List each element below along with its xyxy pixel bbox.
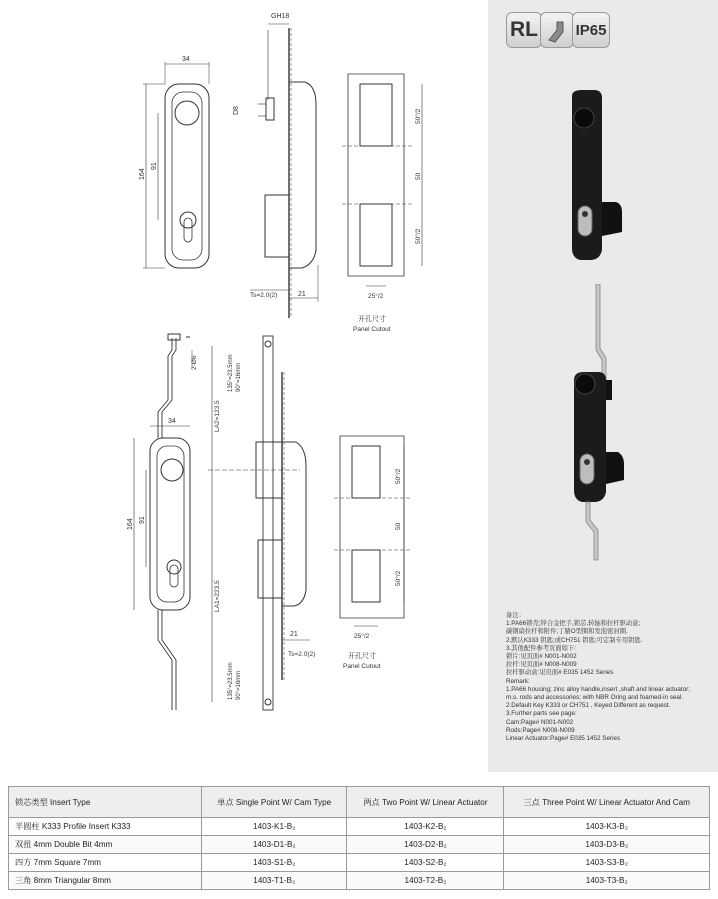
remark-line: 拉杆驱动盒:见页面# E035 1452 Series: [506, 669, 614, 677]
rod-la2-dim: LA2=123.5: [214, 400, 221, 432]
table-cell: 1403-T2-B₂: [347, 872, 504, 890]
side-view-d-dim: D8: [233, 106, 240, 115]
table-cell: 三角 8mm Triangular 8mm: [9, 872, 202, 890]
header-two-point: 两点 Two Point W/ Linear Actuator: [347, 787, 504, 818]
rl-badge-label: RL: [510, 18, 538, 41]
remark-line: 1.PA66锁壳;锌合金把手,锁芯,转轴和拉杆驱动盒;: [506, 620, 641, 628]
table-cell: 1403-S1-B₂: [202, 854, 347, 872]
table-cell: 1403-K3-B₂: [504, 818, 710, 836]
top-view-height-dim: 164: [139, 168, 146, 180]
cutout-bottom-label-cn: 开孔尺寸: [348, 653, 376, 660]
bottom-view-rod-dim: 2-Ø6: [191, 355, 198, 370]
cutout-top-upper-dim: 50°/2: [415, 108, 422, 124]
cutout-top-label-cn: 开孔尺寸: [358, 316, 386, 323]
remark-line: 备注：: [506, 612, 525, 619]
remark-line: 3.其他配件参考页面如下:: [506, 644, 576, 652]
remark-line: m.s. rods and accessories; with NBR Oring and foamed-in seal.: [506, 694, 684, 702]
side-view-gh-dim: GH18: [271, 13, 290, 20]
cutout-top-width-dim: 25°/2: [368, 293, 384, 300]
cutout-top-lower-dim: 50°/2: [415, 228, 422, 244]
remark-line: 1.PA66 housing; zinc alloy handle,insert ,shaft and linear actuator;: [506, 685, 691, 693]
remarks-block: [506, 612, 716, 743]
table-cell: 半圆柱 K333 Profile Insert K333: [9, 818, 202, 836]
table-cell: 1403-K1-B₂: [202, 818, 347, 836]
table-cell: 双扭 4mm Double Bit 4mm: [9, 836, 202, 854]
top-panel-cutout: [342, 74, 422, 286]
header-three-point: 三点 Three Point W/ Linear Actuator And Cam: [504, 787, 710, 818]
model-spec-table: [8, 786, 710, 890]
table-header-row: [9, 787, 710, 818]
table-cell: 1403-T3-B₂: [504, 872, 710, 890]
remark-line: 拉杆:见页面# N008-N009: [506, 661, 577, 669]
bottom-view-width-dim: 34: [168, 418, 176, 425]
cutout-bottom-mid-dim: 50: [395, 522, 402, 530]
rod-ts-dim: Ts=2.0(2): [288, 651, 316, 658]
header-insert-type: 锁芯类型 Insert Type: [9, 787, 202, 818]
table-row: [9, 836, 710, 854]
table-cell: 1403-K2-B₂: [347, 818, 504, 836]
bottom-view-key-dim: 91: [139, 516, 146, 524]
remark-line: 2.默认K333 钥匙;或CH751 钥匙;可定制专用钥匙.: [506, 636, 643, 644]
ip65-badge-label: IP65: [575, 21, 607, 39]
rod-la1-dim: LA1=223.5: [214, 580, 221, 612]
table-cell: 1403-S3-B₂: [504, 854, 710, 872]
remark-line: 3.Further parts see page:: [506, 710, 577, 718]
remark-line: 2.Default Key K333 or CH751 , Keyed Different as request.: [506, 702, 671, 710]
side-view-depth-dim: 21: [298, 291, 306, 298]
table-row: [9, 872, 710, 890]
product-photo-rod-type: [562, 284, 630, 568]
rod-bot-a-dim: 135°=23.5mm: [228, 662, 234, 700]
table-row: [9, 854, 710, 872]
rod-bot-b-dim: 90°=16mm: [236, 670, 242, 700]
handle-icon: [540, 12, 574, 48]
bottom-view-height-dim: 164: [127, 518, 134, 530]
rod-top-b-dim: 90°=16mm: [236, 362, 242, 392]
cutout-bottom-width-dim: 25°/2: [354, 633, 370, 640]
rl-badge: [506, 12, 542, 48]
cutout-bottom-label-en: Panel Cutout: [343, 663, 381, 670]
cutout-top-label-en: Panel Cutout: [353, 326, 391, 333]
top-view-width-dim: 34: [182, 56, 190, 63]
cutout-bottom-lower-dim: 50°/2: [395, 570, 402, 586]
top-side-view: [250, 24, 318, 318]
table-cell: 1403-S2-B₂: [347, 854, 504, 872]
cutout-top-mid-dim: 50: [415, 172, 422, 180]
rod-depth-dim: 21: [290, 631, 298, 638]
remark-line: Rods:Page# N008-N009: [506, 726, 575, 734]
table-row: [9, 818, 710, 836]
cutout-bottom-upper-dim: 50°/2: [395, 468, 402, 484]
remark-line: 碳钢扇拉杆和附件;丁腈O型圈和发泡密封圈.: [506, 628, 628, 636]
table-cell: 1403-D2-B₂: [347, 836, 504, 854]
ip65-badge: [572, 12, 610, 48]
remark-line: Linear Actuator:Page# E035 1452 Series: [506, 735, 621, 743]
remark-line: Remark:: [506, 677, 530, 685]
side-view-ts-dim: Ts=2.0(2): [250, 292, 278, 299]
bottom-panel-cutout: [334, 436, 412, 626]
rod-top-a-dim: 135°=23.5mm: [228, 354, 234, 392]
remark-line: 锁片:见页面# N001-N002: [506, 653, 577, 661]
remark-line: Cam:Page# N001-N002: [506, 718, 574, 726]
handle-glyph-icon: [543, 16, 571, 44]
table-cell: 四方 7mm Square 7mm: [9, 854, 202, 872]
table-cell: 1403-D1-B₂: [202, 836, 347, 854]
table-cell: 1403-D3-B₂: [504, 836, 710, 854]
table-cell: 1403-T1-B₂: [202, 872, 347, 890]
top-view-key-dim: 91: [151, 162, 158, 170]
product-photo-single-point: [560, 90, 630, 262]
header-single-point: 单点 Single Point W/ Cam Type: [202, 787, 347, 818]
